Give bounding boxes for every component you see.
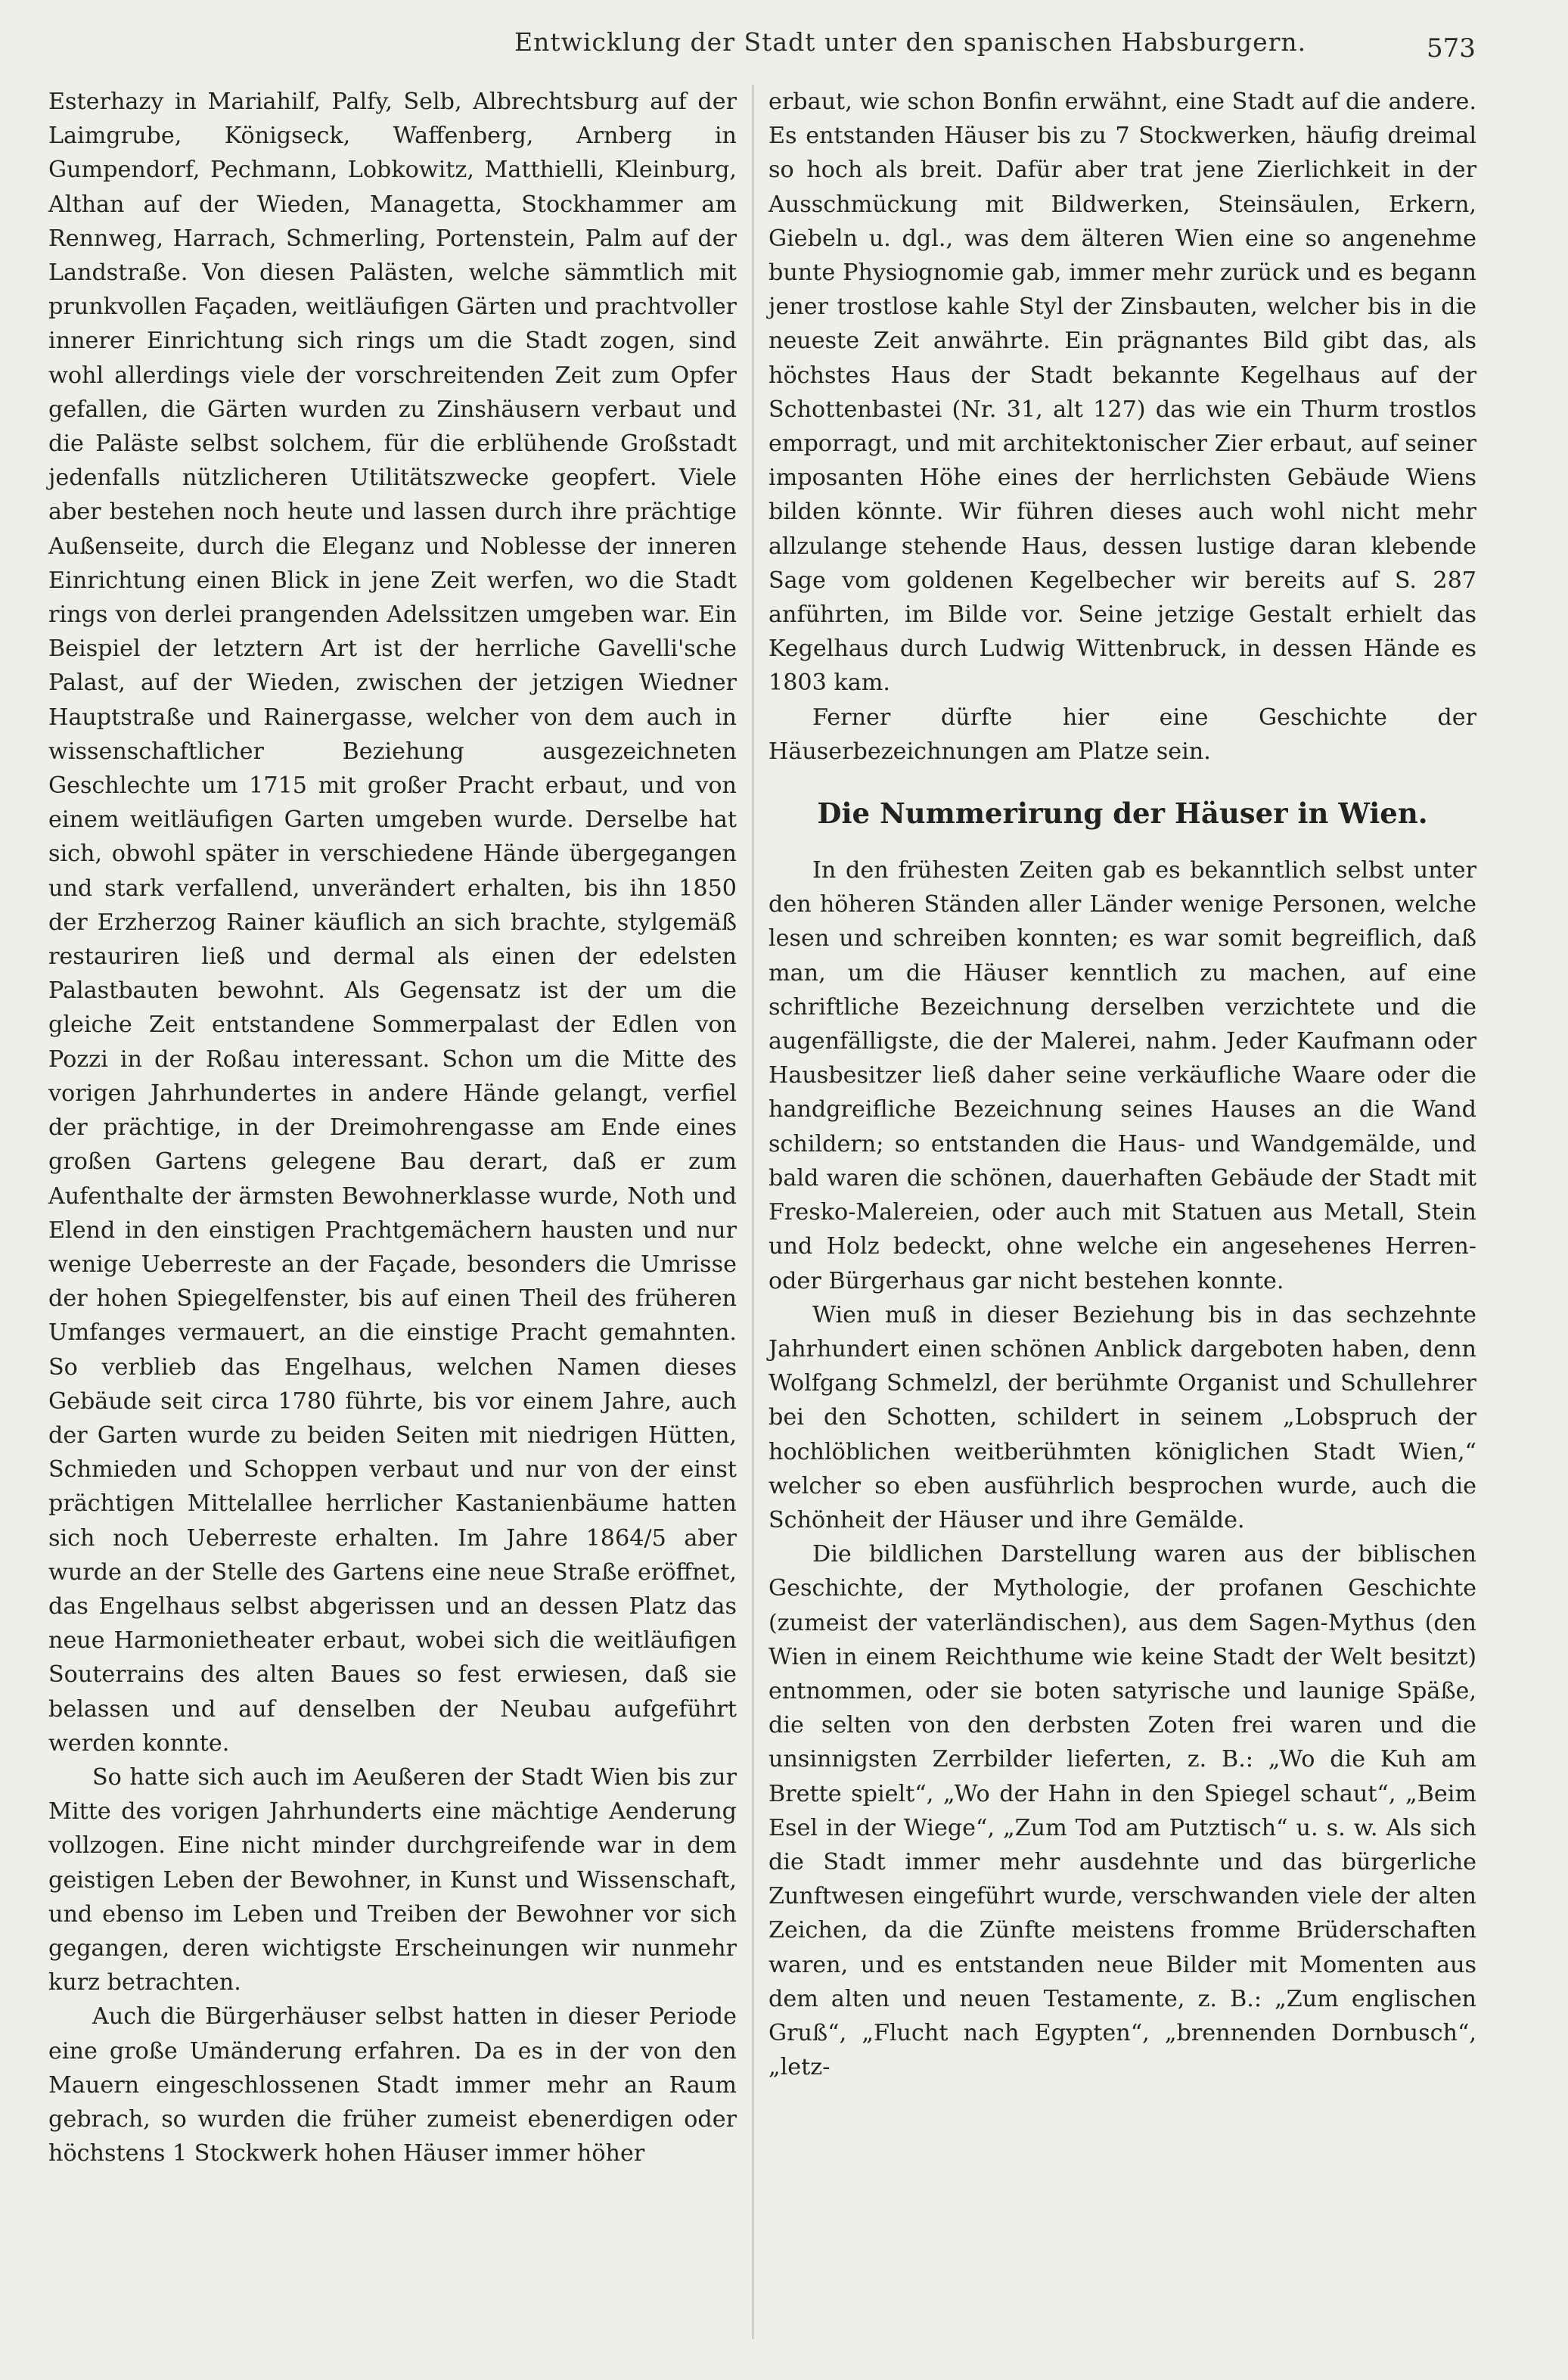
running-title: Entwicklung der Stadt unter den spanischen Habsburgern.: [514, 27, 1307, 57]
left-column: [48, 85, 737, 2170]
page-header: [0, 23, 1568, 68]
page-number: 573: [1427, 33, 1476, 64]
paragraph: erbaut, wie schon Bonfin erwähnt, eine Stadt auf die andere. Es entstanden Häuser bis zu 7 Stockwerken, häufig dreimal so hoch als breit. Dafür aber trat jene Zierlichkeit in der Ausschmückung mit Bildwerken, Steinsäulen, Erkern, Giebeln u. dgl., was dem älteren Wien eine so angenehme bunte Physiognomie gab, immer mehr zurück und es begann jener trostlose kahle Styl der Zinsbauten, welcher bis in die neueste Zeit anwährte. Ein prägnantes Bild gibt das, als höchstes Haus der Stadt bekannte Kegelhaus auf der Schottenbastei (Nr. 31, alt 127) das wie ein Thurm trostlos emporragt, und mit architektonischer Zier erbaut, auf seiner imposanten Höhe eines der herrlichsten Gebäude Wiens bilden könnte. Wir führen dieses auch wohl nicht mehr allzulange stehende Haus, dessen lustige daran klebende Sage vom goldenen Kegelbecher wir bereits auf S. 287 anführten, im Bilde vor. Seine jetzige Gestalt erhielt das Kegelhaus durch Ludwig Wittenbruck, in dessen Hände es 1803 kam.: [768, 89, 1476, 697]
paragraph: Esterhazy in Mariahilf, Palfy, Selb, Albrechtsburg auf der Laimgrube, Königseck, Waffenberg, Arnberg in Gumpendorf, Pechmann, Lobkowitz, Matthielli, Kleinburg, Althan auf der Wieden, Managetta, Stockhammer am Rennweg, Harrach, Schmerling, Portenstein, Palm auf der Landstraße. Von diesen Palästen, welche sämmtlich mit prunkvollen Façaden, weitläufigen Gärten und prachtvoller innerer Einrichtung sich rings um die Stadt zogen, sind wohl allerdings viele der vorschreitenden Zeit zum Opfer gefallen, die Gärten wurden zu Zinshäusern verbaut und die Paläste selbst solchem, für die erblühende Großstadt jedenfalls nützlicheren Utilitätszwecke geopfert. Viele aber bestehen noch heute und lassen durch ihre prächtige Außenseite, durch die Eleganz und Noblesse der inneren Einrichtung einen Blick in jene Zeit werfen, wo die Stadt rings von derlei prangenden Adelssitzen umgeben war. Ein Beispiel der letztern Art ist der herrliche Gavelli'sche Palast, auf der Wieden, zwischen der jetzigen Wiedner Hauptstraße und Rainergasse, welcher von dem auch in wissenschaftlicher Beziehung ausgezeichneten Geschlechte um 1715 mit großer Pracht erbaut, und von einem weitläufigen Garten umgeben wurde. Derselbe hat sich, obwohl später in verschiedene Hände übergegangen und stark verfallend, unverändert erhalten, bis ihn 1850 der Erzherzog Rainer käuflich an sich brachte, stylgemäß restauriren ließ und dermal als einen der edelsten Palastbauten bewohnt. Als Gegensatz ist der um die gleiche Zeit entstandene Sommerpalast der Edlen von Pozzi in der Roßau interessant. Schon um die Mitte des vorigen Jahrhundertes in andere Hände gelangt, verfiel der prächtige, in der Dreimohrengasse am Ende eines großen Gartens gelegene Bau derart, daß er zum Aufenthalte der ärmsten Bewohnerklasse wurde, Noth und Elend in den einstigen Prachtgemächern hausten und nur wenige Ueberreste an der Façade, besonders die Umrisse der hohen Spiegelfenster, bis auf einen Theil des früheren Umfanges vermauert, an die einstige Pracht gemahnten. So verblieb das Engelhaus, welchen Namen dieses Gebäude seit circa 1780 führte, bis vor einem Jahre, auch der Garten wurde zu beiden Seiten mit niedrigen Hütten, Schmieden und Schoppen verbaut und nur von der einst prächtigen Mittelallee herrlicher Kastanienbäume hatten sich noch Ueberreste erhalten. Im Jahre 1864/5 aber wurde an der Stelle des Gartens eine neue Straße eröffnet, das Engelhaus selbst abgerissen und an dessen Platz das neue Harmonietheater erbaut, wobei sich die weitläufigen Souterrains des alten Baues so fest erwiesen, daß sie belassen und auf denselben der Neubau aufgeführt werden konnte.: [48, 89, 737, 1757]
section-heading: Die Nummerirung der Häuser in Wien.: [817, 797, 1428, 831]
paragraph: Die bildlichen Darstellung waren aus der biblischen Geschichte, der Mythologie, der profanen Geschichte (zumeist der vaterländischen), aus dem Sagen-Mythus (den Wien in einem Reichthume wie keine Stadt der Welt besitzt) entnommen, oder sie boten satyrische und launige Späße, die selten von den derbsten Zoten frei waren und die unsinnigsten Zerrbilder lieferten, z. B.: „Wo die Kuh am Brette spielt“, „Wo der Hahn in den Spiegel schaut“, „Beim Esel in der Wiege“, „Zum Tod am Putztisch“ u. s. w. Als sich die Stadt immer mehr ausdehnte und das bürgerliche Zunftwesen eingeführt wurde, verschwanden viele der alten Zeichen, da die Zünfte meistens fromme Brüderschaften waren, und es entstanden neue Bilder mit Momenten aus dem alten und neuen Testamente, z. B.: „Zum englischen Gruß“, „Flucht nach Egypten“, „brennenden Dornbusch“, „letz-: [768, 1541, 1476, 2081]
paragraph: Wien muß in dieser Beziehung bis in das sechzehnte Jahrhundert einen schönen Anblick dargeboten haben, denn Wolfgang Schmelzl, der berühmte Organist und Schullehrer bei den Schotten, schildert in seinem „Lobspruch der hochlöblichen weitberühmten königlichen Stadt Wien,“ welcher so eben ausführlich besprochen wurde, auch die Schönheit der Häuser und ihre Gemälde.: [768, 1301, 1476, 1533]
right-column: [768, 85, 1476, 2084]
paragraph: So hatte sich auch im Aeußeren der Stadt Wien bis zur Mitte des vorigen Jahrhunderts eine mächtige Aenderung vollzogen. Eine nicht minder durchgreifende war in dem geistigen Leben der Bewohner, in Kunst und Wissenschaft, und ebenso im Leben und Treiben der Bewohner vor sich gegangen, deren wichtigste Erscheinungen wir nunmehr kurz betrachten.: [48, 1763, 737, 1996]
paragraph: Ferner dürfte hier eine Geschichte der Häuserbezeichnungen am Platze sein.: [768, 704, 1476, 765]
paragraph: Auch die Bürgerhäuser selbst hatten in dieser Periode eine große Umänderung erfahren. Da es in der von den Mauern eingeschlossenen Stadt immer mehr an Raum gebrach, so wurden die früher zumeist ebenerdigen oder höchstens 1 Stockwerk hohen Häuser immer höher: [48, 2003, 737, 2167]
paragraph: In den frühesten Zeiten gab es bekanntlich selbst unter den höheren Ständen aller Länder wenige Personen, welche lesen und schreiben konnten; es war somit begreiflich, daß man, um die Häuser kenntlich zu machen, auf eine schriftliche Bezeichnung derselben verzichtete und die augenfälligste, die der Malerei, nahm. Jeder Kaufmann oder Hausbesitzer ließ daher seine verkäufliche Waare oder die handgreifliche Bezeichnung seines Hauses an die Wand schildern; so entstanden die Haus- und Wandgemälde, und bald waren die schönen, dauerhaften Gebäude der Stadt mit Fresko-Malereien, oder auch mit Statuen aus Metall, Stein und Holz bedeckt, ohne welche ein angesehenes Herren- oder Bürgerhaus gar nicht bestehen konnte.: [768, 857, 1476, 1294]
